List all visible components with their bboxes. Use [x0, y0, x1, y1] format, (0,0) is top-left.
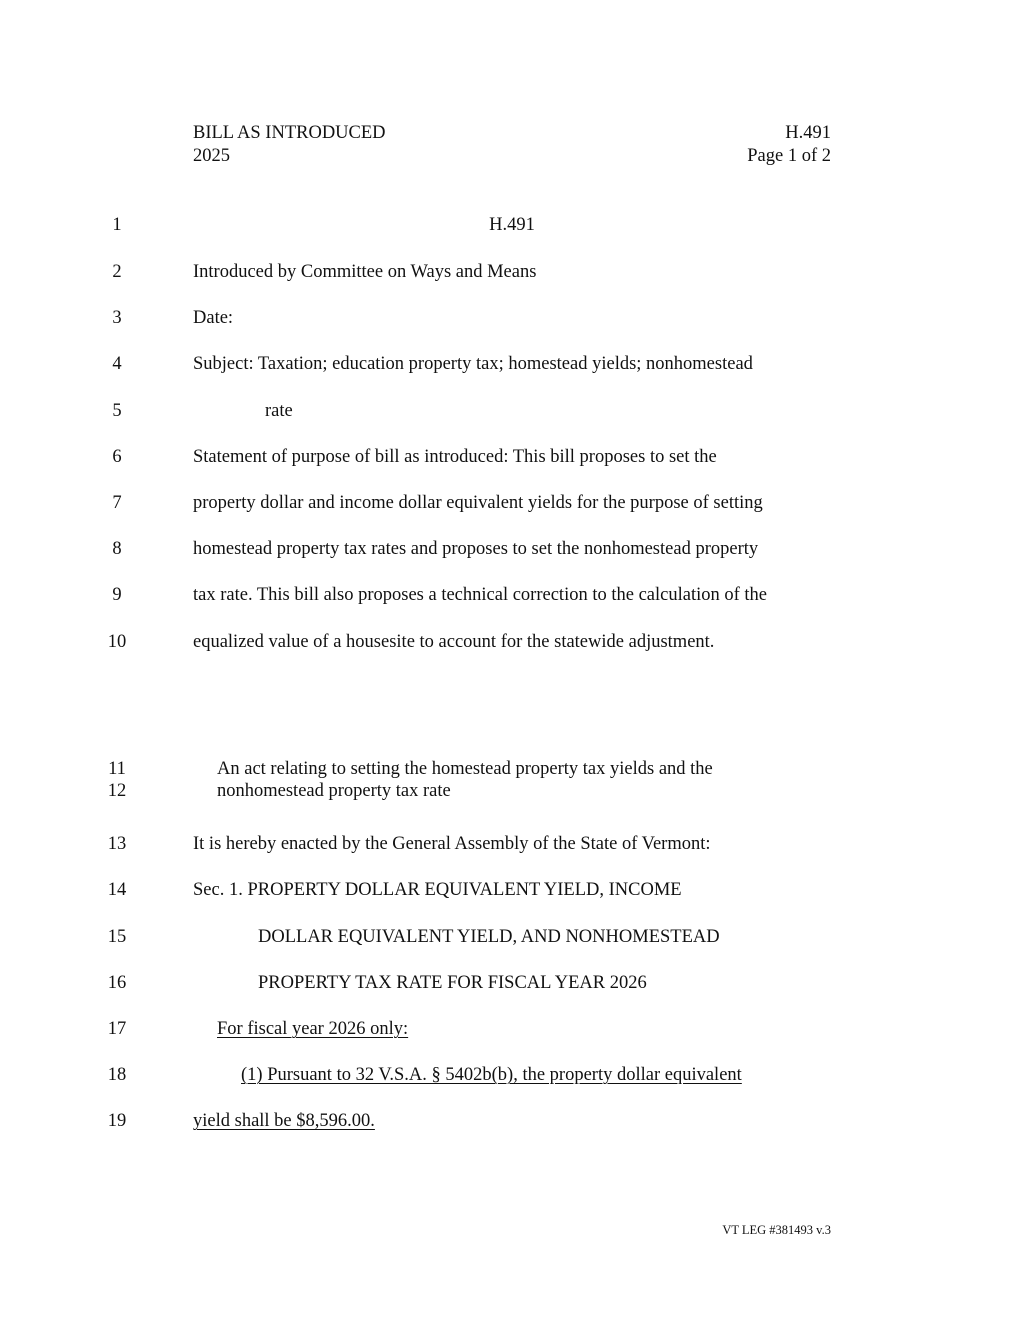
introduced-by: Introduced by Committee on Ways and Means: [193, 262, 537, 282]
line-number: 7: [112, 493, 122, 513]
header-year: 2025: [193, 146, 230, 166]
line-number: 13: [107, 834, 127, 854]
line-number: 2: [112, 262, 122, 282]
footer-document-id: VT LEG #381493 v.3: [722, 1223, 831, 1237]
section-body-new-text: yield shall be $8,596.00.: [193, 1111, 375, 1131]
subject-continuation: rate: [265, 401, 293, 421]
line-number: 19: [107, 1111, 127, 1131]
act-title: nonhomestead property tax rate: [217, 781, 451, 801]
section-heading: DOLLAR EQUIVALENT YIELD, AND NONHOMESTEAD: [258, 927, 720, 947]
line-number: 4: [112, 354, 122, 374]
act-title: An act relating to setting the homestead property tax yields and the: [217, 759, 713, 779]
line-number: 14: [107, 880, 127, 900]
subject-line: Subject: Taxation; education property tax; homestead yields; nonhomestead: [193, 354, 753, 374]
line-number: 9: [112, 585, 122, 605]
line-number: 3: [112, 308, 122, 328]
section-heading: PROPERTY TAX RATE FOR FISCAL YEAR 2026: [258, 973, 647, 993]
section-heading: Sec. 1. PROPERTY DOLLAR EQUIVALENT YIELD, INCOME: [193, 880, 682, 900]
statement-of-purpose: equalized value of a housesite to account for the statewide adjustment.: [193, 632, 715, 652]
section-body-new-text: For fiscal year 2026 only:: [217, 1019, 409, 1039]
line-number: 11: [108, 759, 126, 779]
line-number: 18: [107, 1065, 127, 1085]
statement-of-purpose: homestead property tax rates and proposes to set the nonhomestead property: [193, 539, 759, 559]
header-page-number: Page 1 of 2: [747, 146, 831, 166]
line-number: 5: [112, 401, 122, 421]
line-number: 12: [107, 781, 127, 801]
line-number: 17: [107, 1019, 127, 1039]
line-number: 15: [107, 927, 127, 947]
header-bill-number: H.491: [785, 123, 831, 143]
statement-of-purpose: Statement of purpose of bill as introduced: This bill proposes to set the: [193, 447, 717, 467]
line-number: 8: [112, 539, 122, 559]
section-body-new-text: (1) Pursuant to 32 V.S.A. § 5402b(b), the property dollar equivalent: [241, 1065, 742, 1085]
line-number: 1: [112, 215, 122, 235]
date-label: Date:: [193, 308, 234, 328]
line-number: 16: [107, 973, 127, 993]
bill-title: H.491: [489, 215, 535, 235]
enacting-clause: It is hereby enacted by the General Assembly of the State of Vermont:: [193, 834, 711, 854]
header-bill-status: BILL AS INTRODUCED: [193, 123, 386, 143]
line-number: 10: [107, 632, 127, 652]
statement-of-purpose: tax rate. This bill also proposes a technical correction to the calculation of the: [193, 585, 767, 605]
line-number: 6: [112, 447, 122, 467]
statement-of-purpose: property dollar and income dollar equivalent yields for the purpose of setting: [193, 493, 763, 513]
